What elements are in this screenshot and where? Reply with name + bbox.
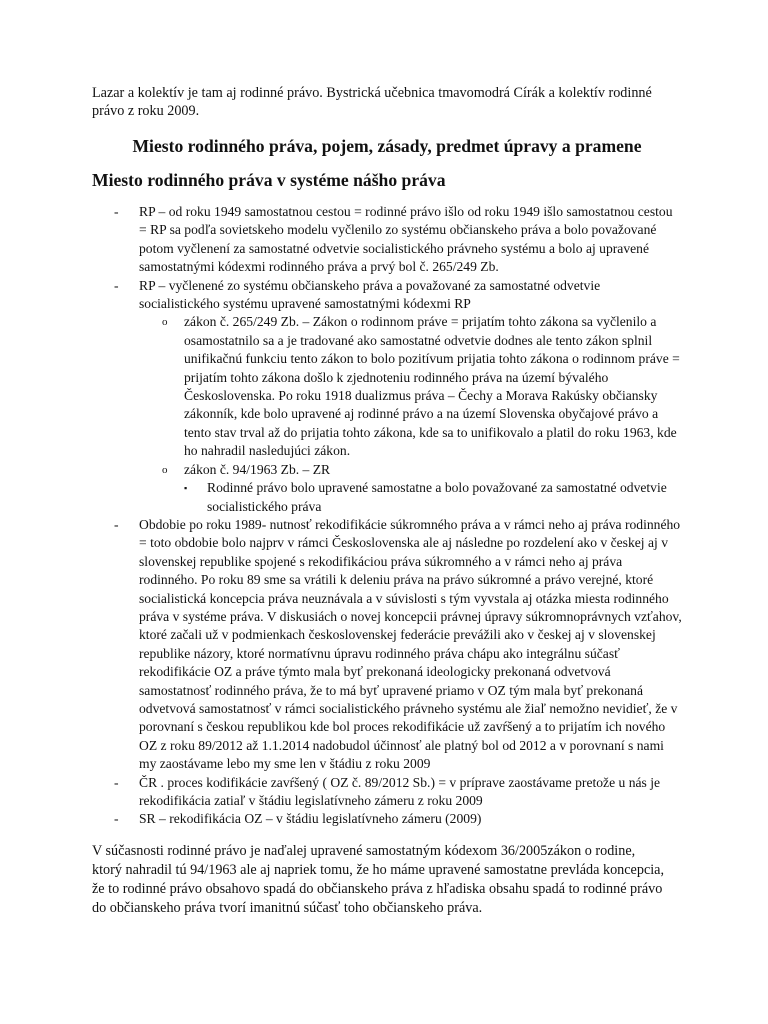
sub-list-item-text: zákon č. 94/1963 Zb. – ZR (184, 461, 331, 477)
list-item (92, 516, 682, 774)
sub-sub-list (184, 479, 682, 516)
list-item-text: RP – od roku 1949 samostatnou cestou = rodinné právo išlo od roku 1949 išlo samostatnou cestou = RP sa podľa sovietskeho modelu vyčlenilo zo systému občianskeho práva a bolo považované potom vyčlenení za samostatné odvetvie socialistického právneho systému a bolo aj upravené samostatnými kódexmi rodinného práva a prvý bol č. 265/249 Zb. (139, 204, 673, 275)
intro-paragraph: Lazar a kolektív je tam aj rodinné právo. Bystrická učebnica tmavomodrá Círák a kolektív rodinné právo z roku 2009. (92, 85, 652, 119)
dash-bullet-icon: - (114, 774, 119, 790)
bullet-list (92, 203, 682, 829)
sub-list-item (139, 313, 682, 460)
list-item (92, 203, 682, 277)
circle-bullet-icon: o (162, 463, 168, 476)
section-heading: Miesto rodinného práva v systéme nášho práva (92, 170, 446, 190)
sub-list-item (139, 461, 682, 516)
dash-bullet-icon: - (114, 811, 119, 827)
list-item (92, 277, 682, 516)
sub-list (139, 313, 682, 515)
list-item (92, 810, 682, 828)
dash-bullet-icon: - (114, 516, 119, 532)
list-item-text: RP – vyčlenené zo systému občianskeho práva a považované za samostatné odvetvie socialistického systému upravené samostatnými kódexmi RP (139, 277, 601, 312)
circle-bullet-icon: o (162, 316, 168, 329)
list-item-text: ČR . proces kodifikácie zavŕšený ( OZ č. 89/2012 Sb.) = v príprave zaostávame pretože u nás je rekodifikácia zatiaľ v štádiu legislatívneho zámeru z roku 2009 (139, 774, 661, 808)
list-item-text: Obdobie po roku 1989- nutnosť rekodifikácie súkromného práva a v rámci neho aj práva rodinného = toto obdobie bolo najprv v rámci Československa ale aj následne po rozdelení ako v českej aj v slovenskej republike spojené s rekodifikáciou práva súkromného a v rámci neho aj práva rodinného. Po roku 89 sme sa vrátili k deleniu práva na právo súkromné a právo verejné, ktoré socialistická koncepcia práva neuznávala a v súvislosti s tým vyvstala aj otázka miesta rodinného práva v systéme práva. V diskusiách o novej koncepcii právnej úpravy súkromnoprávnych vzťahov, ktoré začali už v podmienkach československej federácie prevážili ako v českej aj v slovenskej republike názory, ktoré normatívnu úpravu rodinného práva chápu ako integrálnu súčasť rekodifikácie OZ a práve týmto mala byť prekonaná ideologicky prekonaná odvetvová samostatnosť rodinného práva, že to má byť upravené priamo v OZ tým mala byť prekonaná odvetvová samostatnosť v rámci socialistického právneho systému ale žiaľ nemožno nevidieť, že v porovnaní s českou republikou kde bol proces rekodifikácie už zavŕšený a to prijatím ich nového OZ z roku 89/2012 až 1.1.2014 nadobudol účinnosť ale platný bol od 2012 a v porovnaní s nami my zaostávame lebo my sme len v štádiu z roku 2009 (139, 516, 682, 772)
list-item-text: SR – rekodifikácia OZ – v štádiu legislatívneho zámeru (2009) (139, 811, 482, 827)
sub-list-item-text: zákon č. 265/249 Zb. – Zákon o rodinnom práve = prijatím tohto zákona sa vyčlenilo a osamostatnilo sa a je tradované ako samostatné odvetvie dodnes ale tento zákon splnil unifikačnú funkciu tento zákon to bolo pozitívum prijatia tohto zákona o rodinnom práve = prijatím tohto zákona došlo k zjednoteniu rodinného práva na území bývalého Československa. Po roku 1918 dualizmus práva – Čechy a Morava Rakúsky občiansky zákonník, kde bolo upravené aj rodinné právo a na území Slovenska obyčajové právo a tento stav trval až do prijatia tohto zákona, kde sa to unifikovalo a platil do roku 1963, kde ho nahradil nasledujúci zákon. (184, 314, 680, 459)
list-item (92, 774, 682, 811)
main-heading: Miesto rodinného práva, pojem, zásady, predmet úpravy a pramene (132, 136, 642, 156)
sub-sub-list-item (184, 479, 682, 516)
sub-sub-list-item-text: Rodinné právo bolo upravené samostatne a bolo považované za samostatné odvetvie socialistického práva (207, 480, 667, 514)
dash-bullet-icon: - (114, 204, 119, 219)
square-bullet-icon: ▪ (184, 483, 188, 494)
dash-bullet-icon: - (114, 277, 119, 293)
closing-paragraph: V súčasnosti rodinné právo je naďalej upravené samostatným kódexom 36/2005zákon o rodine, ktorý nahradil tú 94/1963 ale aj napriek tomu, že ho máme upravené samostatne prevláda koncepcia, že to rodinné právo obsahovo spadá do občianskeho práva z hľadiska obsahu spadá to rodinné právo do občianskeho práva tvorí imanitnú súčasť toho občianskeho práva. (92, 842, 665, 916)
